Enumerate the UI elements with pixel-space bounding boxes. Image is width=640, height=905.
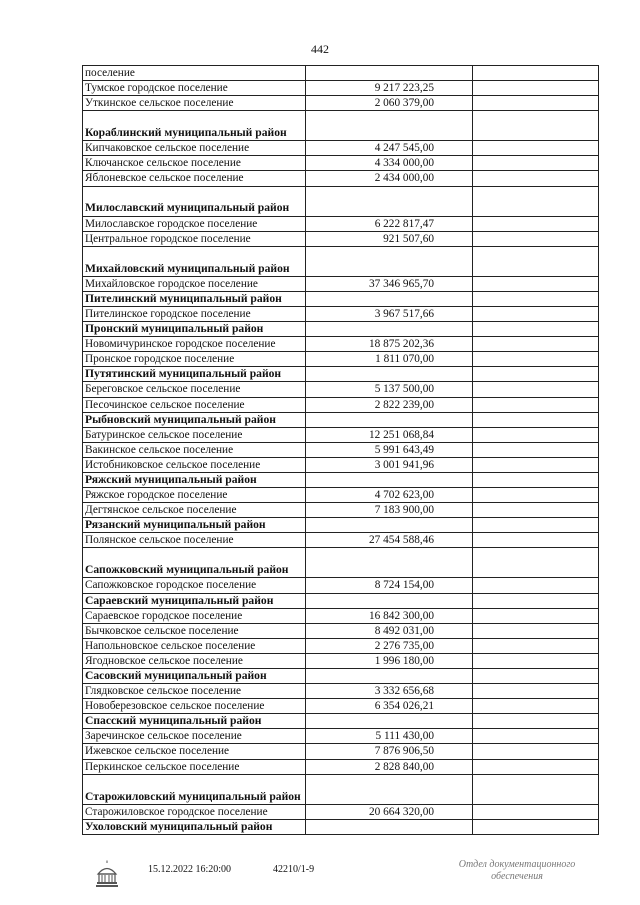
settlement-row [83, 638, 599, 653]
empty-cell [473, 442, 599, 457]
amount-cell: 6 222 817,47 [306, 216, 473, 231]
settlement-name: Ижевское сельское поселение [83, 744, 306, 759]
settlements-table [82, 65, 599, 835]
empty-cell [473, 96, 599, 111]
amount-cell [306, 412, 473, 427]
empty-cell [473, 518, 599, 533]
empty-cell [473, 427, 599, 442]
district-header-row [83, 714, 599, 729]
district-name: Сапожковский муниципальный район [83, 548, 306, 578]
settlement-name: Кипчаковское сельское поселение [83, 141, 306, 156]
amount-cell: 5 991 643,49 [306, 442, 473, 457]
district-name: Сараевский муниципальный район [83, 593, 306, 608]
settlement-row [83, 699, 599, 714]
empty-cell [473, 306, 599, 321]
amount-cell [306, 548, 473, 578]
settlement-row [83, 653, 599, 668]
amount-cell: 921 507,60 [306, 231, 473, 246]
district-header-row [83, 548, 599, 578]
district-name: Пронский муниципальный район [83, 322, 306, 337]
settlement-row [83, 352, 599, 367]
amount-cell: 6 354 026,21 [306, 699, 473, 714]
district-name: Рыбновский муниципальный район [83, 412, 306, 427]
empty-cell [473, 337, 599, 352]
settlement-row [83, 171, 599, 186]
amount-cell: 9 217 223,25 [306, 81, 473, 96]
settlement-name: Батуринское сельское поселение [83, 427, 306, 442]
amount-cell [306, 367, 473, 382]
amount-cell [306, 111, 473, 141]
settlement-row [83, 759, 599, 774]
settlement-name: Сараевское городское поселение [83, 608, 306, 623]
empty-cell [473, 638, 599, 653]
settlement-name: Ряжское городское поселение [83, 488, 306, 503]
district-header-row [83, 291, 599, 306]
empty-cell [473, 759, 599, 774]
district-header-row [83, 186, 599, 216]
amount-cell [306, 322, 473, 337]
amount-cell: 5 111 430,00 [306, 729, 473, 744]
amount-cell: 2 828 840,00 [306, 759, 473, 774]
settlement-row [83, 141, 599, 156]
settlement-name: Истобниковское сельское поселение [83, 457, 306, 472]
empty-cell [473, 276, 599, 291]
settlement-row [83, 578, 599, 593]
settlement-row [83, 744, 599, 759]
district-header-row [83, 246, 599, 276]
registration-datetime: 15.12.2022 16:20:00 [148, 864, 232, 875]
document-number: 42210/1-9 [273, 864, 315, 875]
settlement-name: Старожиловское городское поселение [83, 804, 306, 819]
amount-cell: 2 822 239,00 [306, 397, 473, 412]
settlement-row [83, 488, 599, 503]
settlement-row [83, 81, 599, 96]
empty-cell [473, 397, 599, 412]
empty-cell [473, 548, 599, 578]
empty-cell [473, 578, 599, 593]
page-footer [0, 855, 640, 895]
amount-cell: 4 247 545,00 [306, 141, 473, 156]
amount-cell: 12 251 068,84 [306, 427, 473, 442]
empty-cell [473, 729, 599, 744]
empty-cell [473, 684, 599, 699]
empty-cell [473, 81, 599, 96]
amount-cell: 7 876 906,50 [306, 744, 473, 759]
empty-cell [473, 653, 599, 668]
settlement-row [83, 156, 599, 171]
empty-cell [473, 352, 599, 367]
district-header-row [83, 111, 599, 141]
empty-cell [473, 669, 599, 684]
district-header-row [83, 819, 599, 834]
district-name: Спасский муниципальный район [83, 714, 306, 729]
empty-cell [473, 593, 599, 608]
empty-cell [473, 488, 599, 503]
settlement-name: Глядковское сельское поселение [83, 684, 306, 699]
district-name: Рязанский муниципальный район [83, 518, 306, 533]
district-header-row [83, 472, 599, 487]
amount-cell [306, 714, 473, 729]
district-header-row [83, 774, 599, 804]
amount-cell: 2 434 000,00 [306, 171, 473, 186]
empty-cell [473, 744, 599, 759]
amount-cell: 18 875 202,36 [306, 337, 473, 352]
settlement-row [83, 382, 599, 397]
empty-cell [473, 382, 599, 397]
settlement-row [83, 66, 599, 81]
settlement-row [83, 503, 599, 518]
amount-cell [306, 66, 473, 81]
empty-cell [473, 804, 599, 819]
settlement-name: Пителинское городское поселение [83, 306, 306, 321]
amount-cell: 37 346 965,70 [306, 276, 473, 291]
settlement-name: Новоберезовское сельское поселение [83, 699, 306, 714]
empty-cell [473, 608, 599, 623]
settlement-name: Милославское городское поселение [83, 216, 306, 231]
amount-cell [306, 246, 473, 276]
empty-cell [473, 171, 599, 186]
empty-cell [473, 66, 599, 81]
amount-cell: 4 702 623,00 [306, 488, 473, 503]
district-header-row [83, 669, 599, 684]
settlement-name: Дегтянское сельское поселение [83, 503, 306, 518]
empty-cell [473, 412, 599, 427]
district-name: Михайловский муниципальный район [83, 246, 306, 276]
settlement-row [83, 457, 599, 472]
amount-cell: 4 334 000,00 [306, 156, 473, 171]
settlement-name: Яблоневское сельское поселение [83, 171, 306, 186]
amount-cell [306, 819, 473, 834]
settlement-row [83, 729, 599, 744]
settlement-name: Ключанское сельское поселение [83, 156, 306, 171]
empty-cell [473, 774, 599, 804]
settlement-row [83, 533, 599, 548]
empty-cell [473, 623, 599, 638]
district-header-row [83, 322, 599, 337]
amount-cell: 8 724 154,00 [306, 578, 473, 593]
empty-cell [473, 231, 599, 246]
empty-cell [473, 216, 599, 231]
empty-cell [473, 503, 599, 518]
district-header-row [83, 367, 599, 382]
empty-cell [473, 533, 599, 548]
amount-cell [306, 774, 473, 804]
district-name: Кораблинский муниципальный район [83, 111, 306, 141]
district-name: Старожиловский муниципальный район [83, 774, 306, 804]
settlement-name: Ягодновское сельское поселение [83, 653, 306, 668]
settlement-row [83, 276, 599, 291]
empty-cell [473, 472, 599, 487]
district-name: Ряжский муниципальный район [83, 472, 306, 487]
settlement-row [83, 231, 599, 246]
empty-cell [473, 367, 599, 382]
settlement-name: Новомичуринское городское поселение [83, 337, 306, 352]
amount-cell [306, 472, 473, 487]
settlement-row [83, 623, 599, 638]
empty-cell [473, 457, 599, 472]
page-number: 442 [311, 42, 329, 56]
empty-cell [473, 141, 599, 156]
empty-cell [473, 699, 599, 714]
settlement-name: Перкинское сельское поселение [83, 759, 306, 774]
amount-cell: 2 060 379,00 [306, 96, 473, 111]
empty-cell [473, 819, 599, 834]
amount-cell: 20 664 320,00 [306, 804, 473, 819]
amount-cell [306, 291, 473, 306]
empty-cell [473, 291, 599, 306]
empty-cell [473, 246, 599, 276]
empty-cell [473, 156, 599, 171]
district-header-row [83, 412, 599, 427]
settlement-name: Бычковское сельское поселение [83, 623, 306, 638]
settlement-name: Полянское сельское поселение [83, 533, 306, 548]
amount-cell [306, 518, 473, 533]
district-name: Пителинский муниципальный район [83, 291, 306, 306]
settlement-row [83, 397, 599, 412]
amount-cell [306, 593, 473, 608]
district-header-row [83, 518, 599, 533]
amount-cell: 1 811 070,00 [306, 352, 473, 367]
settlement-row [83, 442, 599, 457]
table-body [83, 66, 599, 835]
settlement-name: Уткинское сельское поселение [83, 96, 306, 111]
empty-cell [473, 111, 599, 141]
settlement-name: Заречинское сельское поселение [83, 729, 306, 744]
settlement-name: поселение [83, 66, 306, 81]
settlement-name: Вакинское сельское поселение [83, 442, 306, 457]
district-name: Милославский муниципальный район [83, 186, 306, 216]
empty-cell [473, 714, 599, 729]
settlement-name: Тумское городское поселение [83, 81, 306, 96]
settlement-row [83, 306, 599, 321]
settlement-row [83, 427, 599, 442]
amount-cell: 16 842 300,00 [306, 608, 473, 623]
district-name: Путятинский муниципальный район [83, 367, 306, 382]
amount-cell: 3 967 517,66 [306, 306, 473, 321]
settlement-name: Береговское сельское поселение [83, 382, 306, 397]
duma-emblem-icon [93, 860, 121, 888]
district-name: Ухоловский муниципальный район [83, 819, 306, 834]
amount-cell: 7 183 900,00 [306, 503, 473, 518]
amount-cell: 27 454 588,46 [306, 533, 473, 548]
amount-cell [306, 669, 473, 684]
empty-cell [473, 186, 599, 216]
amount-cell [306, 186, 473, 216]
amount-cell: 5 137 500,00 [306, 382, 473, 397]
settlement-row [83, 608, 599, 623]
amount-cell: 2 276 735,00 [306, 638, 473, 653]
amount-cell: 8 492 031,00 [306, 623, 473, 638]
settlement-row [83, 684, 599, 699]
settlement-name: Песочинское сельское поселение [83, 397, 306, 412]
settlement-row [83, 337, 599, 352]
settlement-row [83, 804, 599, 819]
amount-cell: 1 996 180,00 [306, 653, 473, 668]
district-header-row [83, 593, 599, 608]
amount-cell: 3 332 656,68 [306, 684, 473, 699]
settlement-name: Пронское городское поселение [83, 352, 306, 367]
settlement-row [83, 96, 599, 111]
settlement-row [83, 216, 599, 231]
settlement-name: Центральное городское поселение [83, 231, 306, 246]
amount-cell: 3 001 941,96 [306, 457, 473, 472]
settlement-name: Напольновское сельское поселение [83, 638, 306, 653]
department-stamp: Отдел документационного обеспечения [458, 859, 576, 882]
settlement-name: Михайловское городское поселение [83, 276, 306, 291]
empty-cell [473, 322, 599, 337]
district-name: Сасовский муниципальный район [83, 669, 306, 684]
settlement-name: Сапожковское городское поселение [83, 578, 306, 593]
